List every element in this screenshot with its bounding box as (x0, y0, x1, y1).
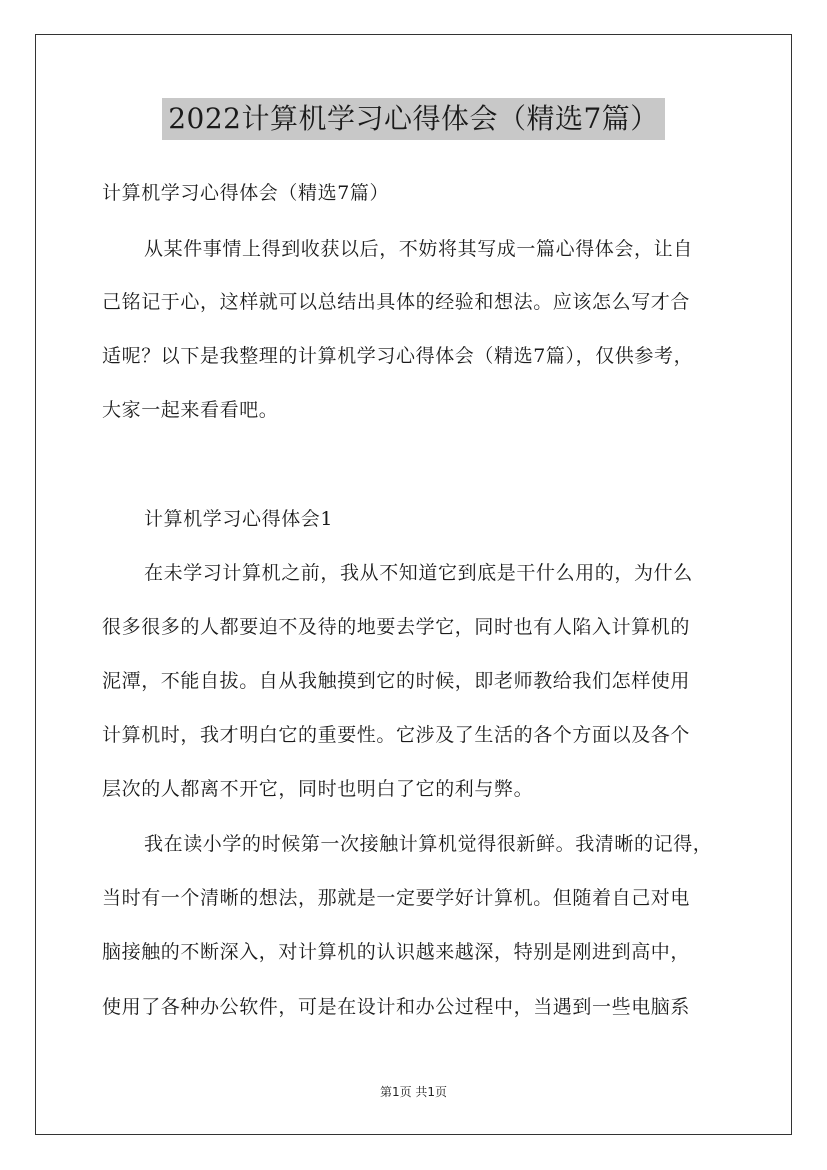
document-title: 2022计算机学习心得体会（精选7篇） (162, 98, 665, 140)
paragraph-line: 我在读小学的时候第一次接触计算机觉得很新鲜。我清晰的记得， (144, 833, 713, 855)
section-heading: 计算机学习心得体会1 (144, 508, 334, 530)
title-container (0, 98, 827, 140)
paragraph-line: 层次的人都离不开它，同时也明白了它的利与弊。 (102, 778, 534, 800)
document-subtitle: 计算机学习心得体会（精选7篇） (102, 182, 390, 204)
paragraph-line: 脑接触的不断深入，对计算机的认识越来越深，特别是刚进到高中， (102, 941, 691, 963)
intro-line: 大家一起来看看吧。 (102, 399, 279, 421)
page-footer: 第1页 共1页 (379, 1085, 448, 1099)
paragraph-line: 当时有一个清晰的想法，那就是一定要学好计算机。但随着自己对电 (102, 887, 691, 909)
paragraph-line: 泥潭，不能自拔。自从我触摸到它的时候，即老师教给我们怎样使用 (102, 670, 691, 692)
intro-line: 适呢？以下是我整理的计算机学习心得体会（精选7篇），仅供参考， (102, 345, 694, 367)
intro-line: 从某件事情上得到收获以后，不妨将其写成一篇心得体会，让自 (144, 238, 693, 260)
paragraph-line: 在未学习计算机之前，我从不知道它到底是干什么用的，为什么 (144, 562, 693, 584)
paragraph-line: 计算机时，我才明白它的重要性。它涉及了生活的各个方面以及各个 (102, 724, 691, 746)
paragraph-line: 很多很多的人都要迫不及待的地要去学它，同时也有人陷入计算机的 (102, 616, 691, 638)
intro-line: 己铭记于心，这样就可以总结出具体的经验和想法。应该怎么写才合 (102, 291, 691, 313)
paragraph-line: 使用了各种办公软件，可是在设计和办公过程中，当遇到一些电脑系 (102, 996, 691, 1018)
